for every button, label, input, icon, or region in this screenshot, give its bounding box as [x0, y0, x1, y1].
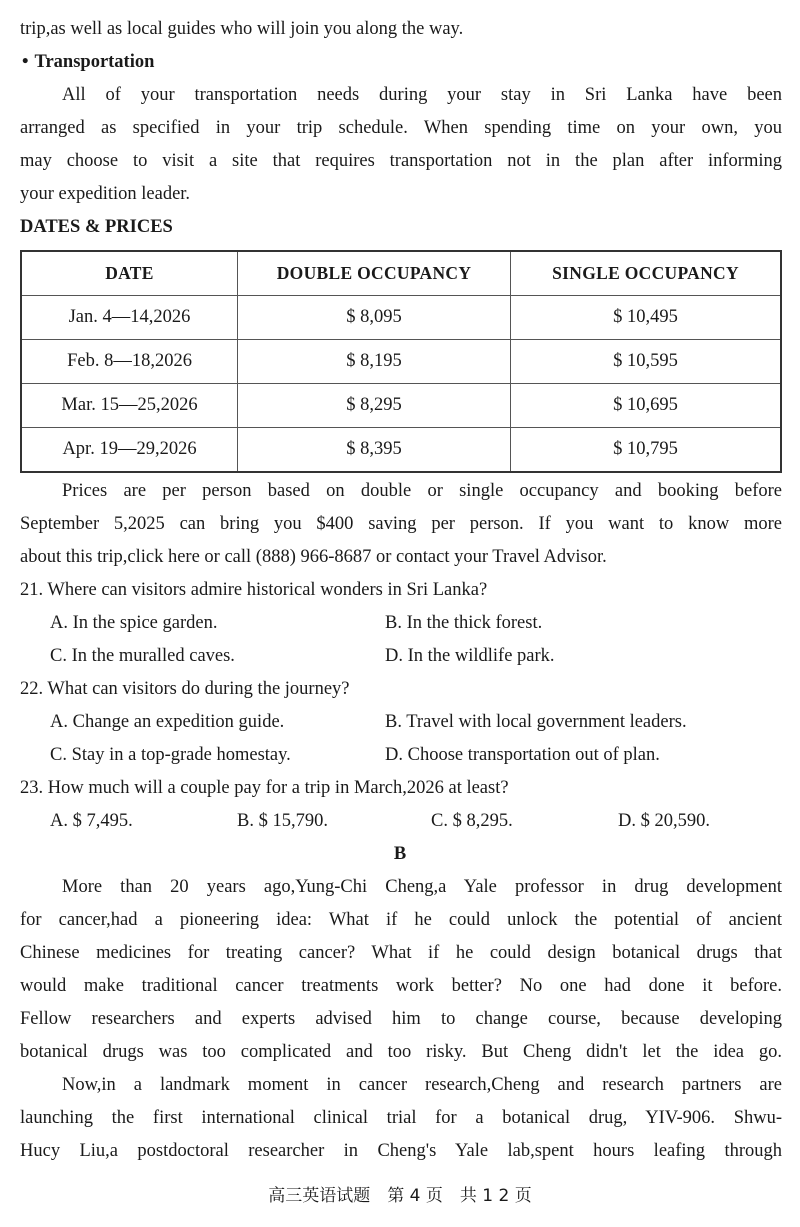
section-b-heading: B — [393, 844, 407, 864]
question-22-option-d: D. Choose transportation out of plan. — [385, 745, 660, 765]
question-21-option-d: D. In the wildlife park. — [385, 646, 555, 666]
passage-line: Now,in a landmark moment in cancer research,Cheng and research partners are — [62, 1075, 782, 1095]
transportation-line: may choose to visit a site that requires transportation not in the plan after informing — [20, 151, 782, 171]
column-header-double: DOUBLE OCCUPANCY — [238, 251, 511, 296]
question-23-stem: 23. How much will a couple pay for a trip in March,2026 at least? — [20, 778, 509, 798]
bullet-icon: • — [22, 52, 29, 72]
date-cell: Mar. 15—25,2026 — [21, 384, 238, 428]
column-header-single: SINGLE OCCUPANCY — [511, 251, 782, 296]
passage-line: would make traditional cancer treatments work better? No one had done it before. — [20, 976, 782, 996]
page-footer: 高三英语试题 第 4 页 共 1 2 页 — [268, 1186, 532, 1206]
double-price-cell: $ 8,095 — [238, 296, 511, 340]
question-22-option-c: C. Stay in a top-grade homestay. — [50, 745, 291, 765]
dates-prices-heading: DATES & PRICES — [20, 217, 173, 237]
price-note-line: Prices are per person based on double or single occupancy and booking before — [62, 481, 782, 501]
single-price-cell: $ 10,495 — [511, 296, 782, 340]
question-23-option-c: C. $ 8,295. — [431, 811, 513, 831]
transportation-line: arranged as specified in your trip schedule. When spending time on your own, you — [20, 118, 782, 138]
question-21-stem: 21. Where can visitors admire historical wonders in Sri Lanka? — [20, 580, 488, 600]
single-price-cell: $ 10,695 — [511, 384, 782, 428]
date-cell: Feb. 8—18,2026 — [21, 340, 238, 384]
passage-line: More than 20 years ago,Yung-Chi Cheng,a Yale professor in drug development — [62, 877, 782, 897]
table-row — [21, 340, 781, 384]
question-21-option-a: A. In the spice garden. — [50, 613, 218, 633]
double-price-cell: $ 8,295 — [238, 384, 511, 428]
table-header-row — [21, 251, 781, 296]
question-23-option-d: D. $ 20,590. — [618, 811, 710, 831]
question-22-stem: 22. What can visitors do during the journey? — [20, 679, 350, 699]
question-23-option-a: A. $ 7,495. — [50, 811, 133, 831]
passage-line: for cancer,had a pioneering idea: What if he could unlock the potential of ancient — [20, 910, 782, 930]
question-21-option-b: B. In the thick forest. — [385, 613, 543, 633]
passage-line: Fellow researchers and experts advised him to change course, because developing — [20, 1009, 782, 1029]
double-price-cell: $ 8,195 — [238, 340, 511, 384]
table-row — [21, 296, 781, 340]
transportation-line: your expedition leader. — [20, 184, 191, 204]
date-cell: Apr. 19—29,2026 — [21, 428, 238, 473]
price-note-line: about this trip,click here or call (888) 966-8687 or contact your Travel Advisor. — [20, 547, 607, 567]
question-22-option-a: A. Change an expedition guide. — [50, 712, 285, 732]
double-price-cell: $ 8,395 — [238, 428, 511, 473]
passage-line: Hucy Liu,a postdoctoral researcher in Cheng's Yale lab,spent hours leafing through — [20, 1141, 782, 1161]
price-note-line: September 5,2025 can bring you $400 saving per person. If you want to know more — [20, 514, 782, 534]
transportation-line: All of your transportation needs during your stay in Sri Lanka have been — [62, 85, 782, 105]
column-header-date: DATE — [21, 251, 238, 296]
transportation-heading — [22, 46, 784, 79]
question-22-option-b: B. Travel with local government leaders. — [385, 712, 687, 732]
table-row — [21, 428, 781, 473]
passage-line: launching the first international clinical trial for a botanical drug, YIV-906. Shwu- — [20, 1108, 782, 1128]
single-price-cell: $ 10,595 — [511, 340, 782, 384]
question-23-option-b: B. $ 15,790. — [237, 811, 328, 831]
table-row — [21, 384, 781, 428]
intro-line: trip,as well as local guides who will join you along the way. — [20, 19, 464, 39]
passage-line: botanical drugs was too complicated and too risky. But Cheng didn't let the idea go. — [20, 1042, 782, 1062]
question-21-option-c: C. In the muralled caves. — [50, 646, 235, 666]
date-cell: Jan. 4—14,2026 — [21, 296, 238, 340]
price-table — [20, 250, 782, 473]
passage-line: Chinese medicines for treating cancer? What if he could design botanical drugs that — [20, 943, 782, 963]
transportation-title: Transportation — [34, 52, 155, 72]
single-price-cell: $ 10,795 — [511, 428, 782, 473]
